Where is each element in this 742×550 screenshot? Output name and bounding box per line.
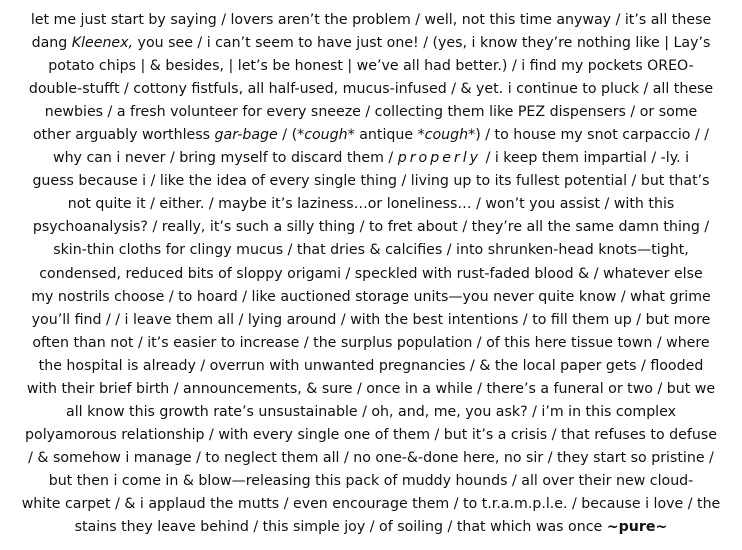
poem-line: the hospital is already / overrun with unwanted pregnancies / & the local paper gets / flooded (38, 357, 704, 374)
poem-fragment: / ( (277, 127, 298, 144)
poem-fragment: antique (354, 127, 418, 144)
poem-bold-fragment: ~pure~ (606, 519, 668, 536)
poem-line: double-stufft / cottony fistfuls, all half-used, mucus-infused / & yet. i continue to pluck / all these (28, 81, 714, 98)
poem-fragment: / i keep them impartial / -ly. i (481, 150, 690, 167)
poem-line: skin-thin cloths for clingy mucus / that dries & calcifies / into shrunken-head knots—tight, (53, 242, 689, 259)
poem-line (0, 147, 742, 170)
poem-line: you’ll find / / i leave them all / lying around / with the best intentions / to fill them up / but more (31, 311, 711, 328)
poem-italic-fragment: Kleenex, (71, 35, 134, 52)
poem-line (0, 32, 742, 55)
poem-line: polyamorous relationship / with every single one of them / but it’s a crisis / that refuses to defuse (25, 426, 717, 443)
poem-line: let me just start by saying / lovers aren’t the problem / well, not this time anyway / it’s all these (30, 12, 712, 28)
poem-italic-fragment: *cough* (297, 127, 355, 144)
poem-fragment: you see / i can’t seem to have just one! / (yes, i know they’re nothing like | Lay’s (133, 35, 711, 52)
poem-fragment: other arguably worthless (32, 127, 215, 144)
poem-fragment: ) / to house my snot carpaccio / / (475, 127, 710, 144)
poem-fragment: stains they leave behind / this simple joy / of soiling / that which was once (74, 519, 607, 536)
poem-line: psychoanalysis? / really, it’s such a silly thing / to fret about / they’re all the same damn thing / (32, 219, 710, 236)
poem-fragment: dang (31, 35, 72, 52)
poem-line (0, 516, 742, 539)
poem-line: not quite it / either. / maybe it’s laziness…or loneliness… / won’t you assist / with this (67, 196, 675, 213)
poem-spaced-fragment: properly (397, 150, 482, 167)
poem-line: potato chips | & besides, | let’s be honest | we’ve all had better.) / i find my pockets OREO- (48, 58, 694, 75)
poem-line: condensed, reduced bits of sloppy origami / speckled with rust-faded blood & / whatever else (39, 265, 703, 282)
poem-line: / & somehow i manage / to neglect them all / no one-&-done here, no sir / they start so pristine / (28, 449, 714, 466)
poem-italic-fragment: *cough* (417, 127, 476, 144)
poem-fragment: why can i never / bring myself to discard them / (52, 150, 398, 167)
poem-line: often than not / it’s easier to increase / the surplus population / of this here tissue town / where (32, 334, 710, 351)
poem-line: guess because i / like the idea of every single thing / living up to its fullest potential / but that’s (32, 173, 710, 190)
poem-line: all know this growth rate’s unsustainable / oh, and, me, you ask? / i’m in this complex (66, 403, 676, 420)
poem-line: but then i come in & blow—releasing this pack of muddy hounds / all over their new cloud- (48, 472, 694, 489)
poem-line: with their brief birth / announcements, & sure / once in a while / there’s a funeral or two / but we (26, 380, 716, 397)
poem-italic-fragment: gar-bage (214, 127, 278, 144)
poem-line: my nostrils choose / to hoard / like auctioned storage units—you never quite know / what grime (31, 288, 711, 305)
poem-line (0, 124, 742, 147)
poem-line: white carpet / & i applaud the mutts / even encourage them / to t.r.a.m.p.l.e. / because i love / the (21, 495, 721, 512)
poem-line: newbies / a fresh volunteer for every sneeze / collecting them like PEZ dispensers / or some (44, 104, 698, 121)
